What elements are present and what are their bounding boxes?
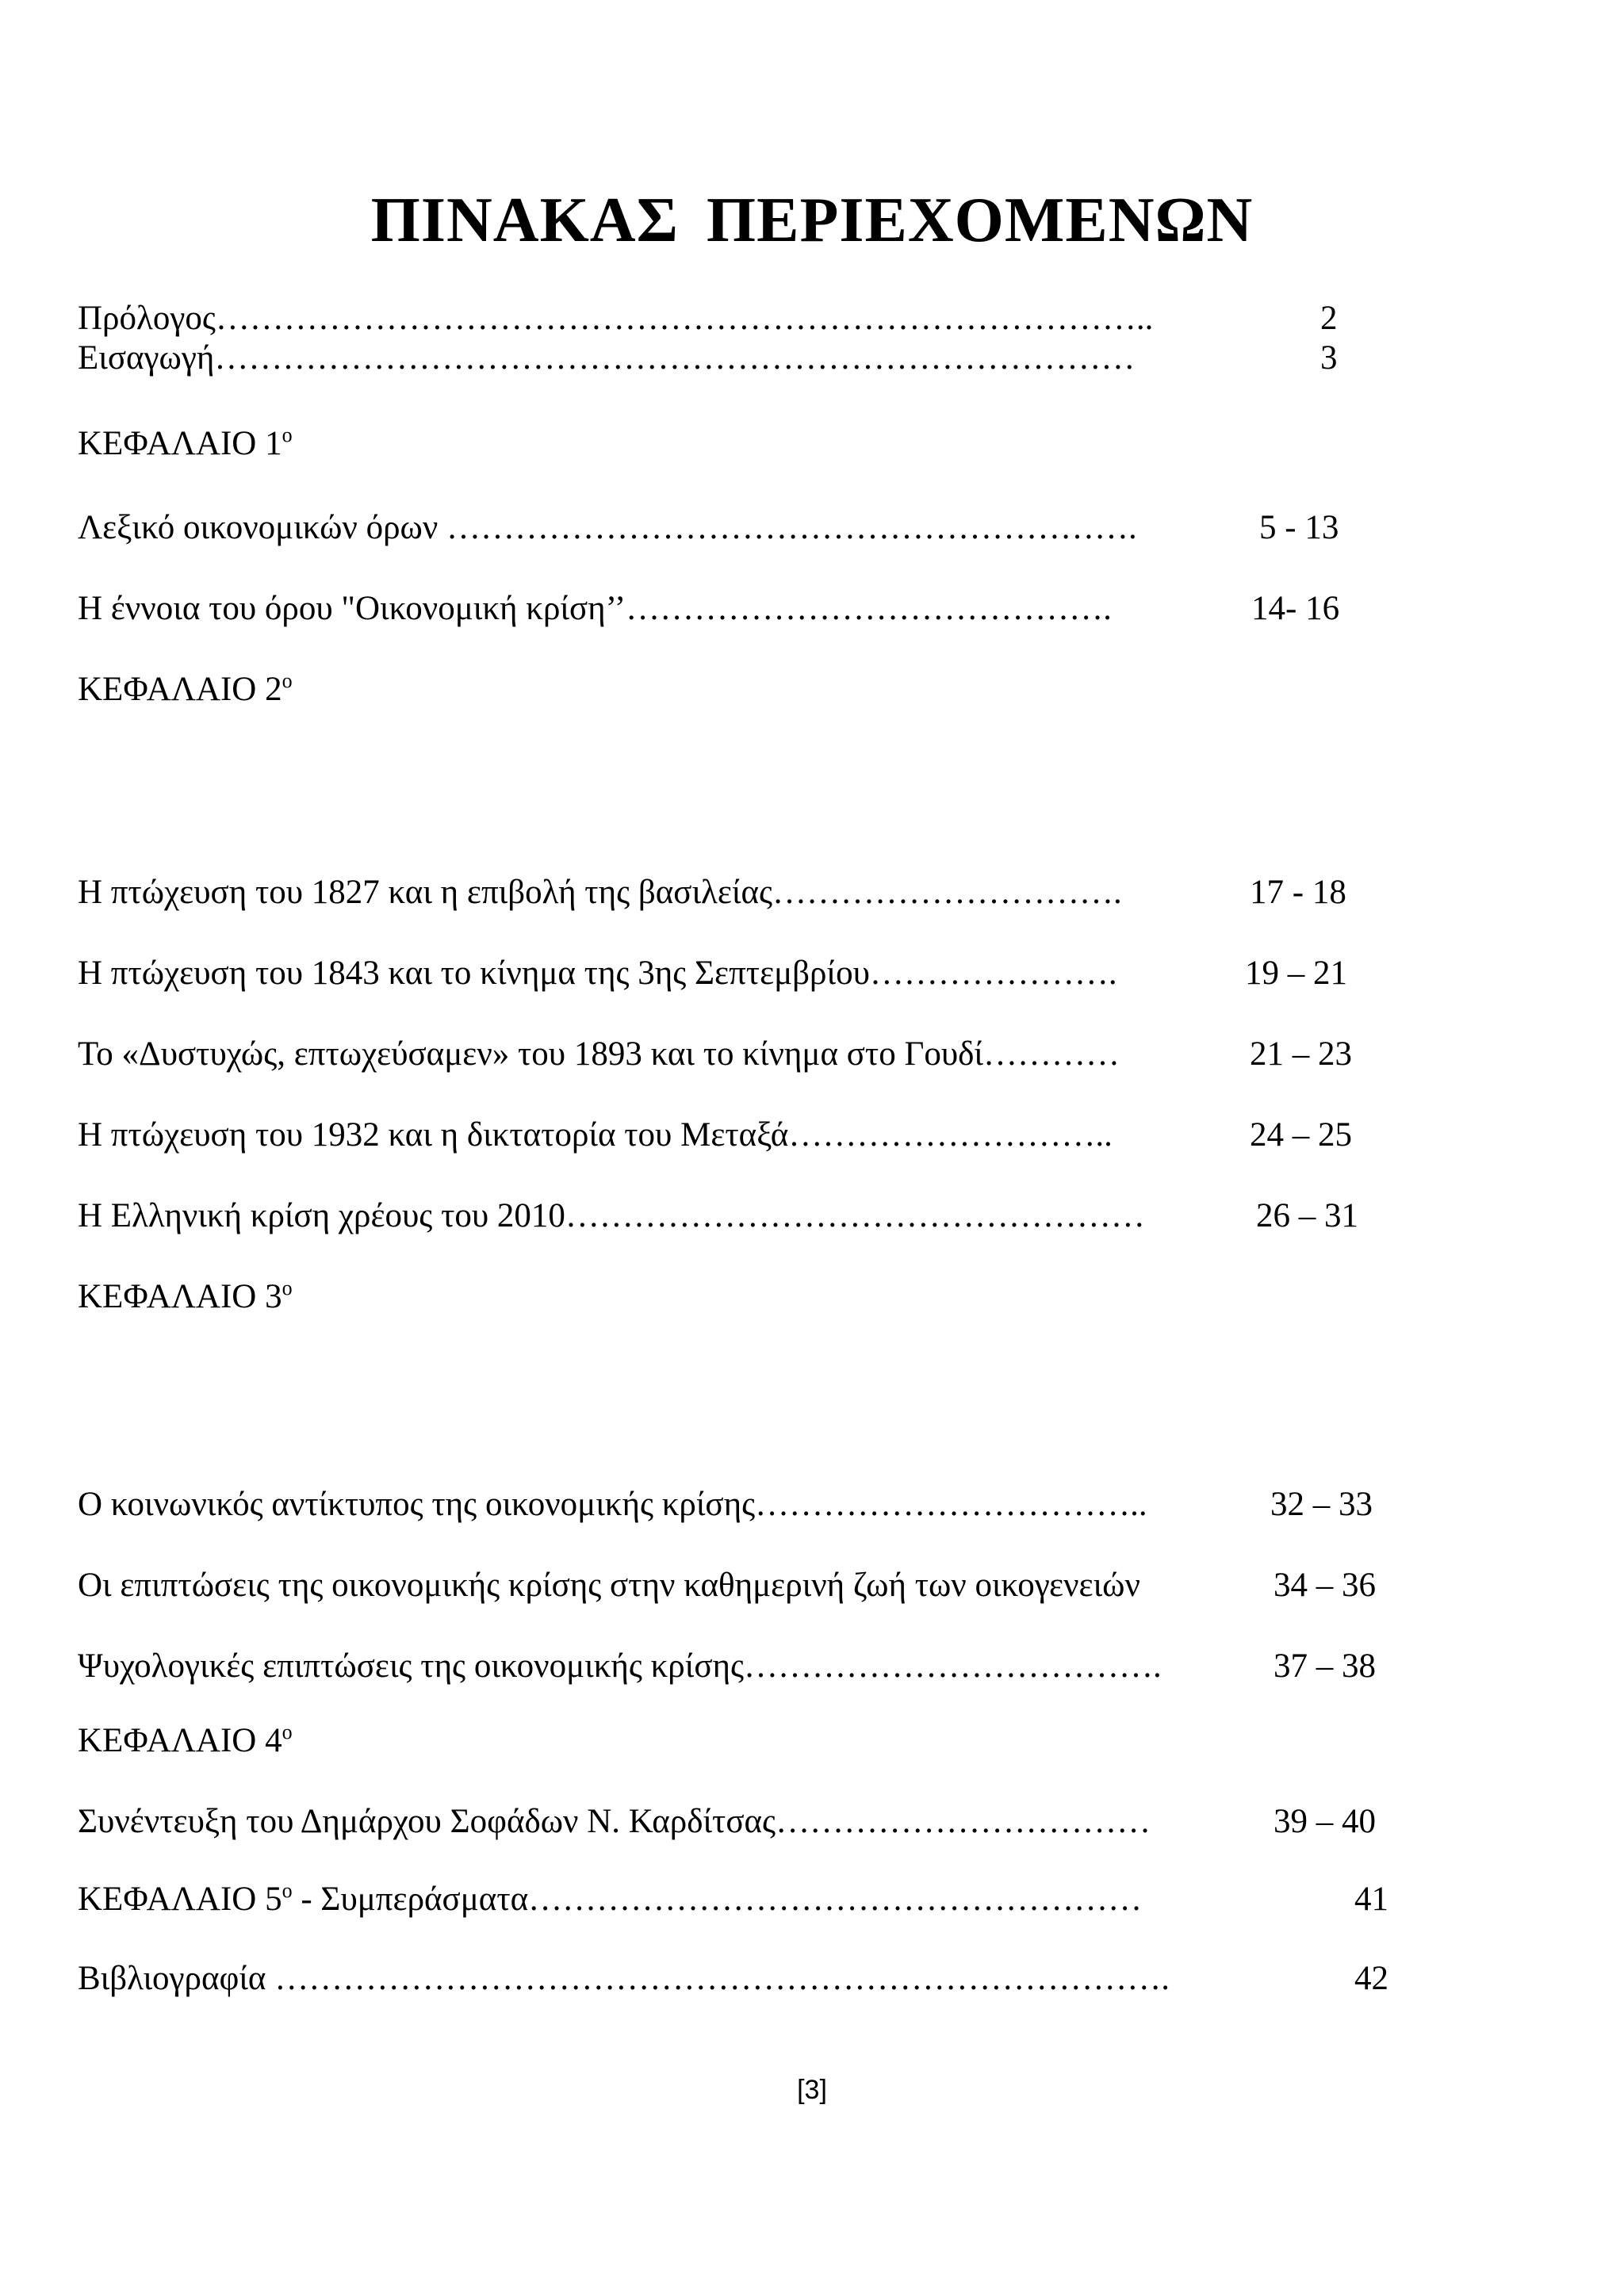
toc-entry-concept[interactable] bbox=[78, 587, 1112, 631]
toc-page-number: 21 – 23 bbox=[1250, 1035, 1352, 1073]
toc-leader-dots: …………………………… bbox=[776, 1803, 1151, 1840]
toc-page-number: 42 bbox=[1354, 1960, 1388, 1997]
toc-page-number: 2 bbox=[1320, 300, 1338, 337]
toc-leader-dots: ………………………………. bbox=[744, 1647, 1162, 1685]
toc-entry-text: Το «Δυστυχώς, επτωχεύσαμεν» του 1893 και το κίνημα στο Γουδί bbox=[78, 1035, 983, 1073]
toc-entry-text: Η πτώχευση του 1932 και η δικτατορία του Μεταξά bbox=[78, 1116, 789, 1154]
toc-page-number: 24 – 25 bbox=[1250, 1116, 1352, 1154]
chapter-heading-text: ΚΕΦΑΛΑΙΟ 2 bbox=[78, 671, 282, 708]
chapter-2-heading bbox=[78, 668, 293, 712]
toc-leader-dots: ……………………………………. bbox=[626, 590, 1112, 627]
chapter-heading-text: ΚΕΦΑΛΑΙΟ 1 bbox=[78, 425, 282, 462]
toc-page-number: 5 - 13 bbox=[1259, 509, 1339, 546]
toc-page-number: 37 – 38 bbox=[1274, 1647, 1376, 1685]
toc-entry-text: Ο κοινωνικός αντίκτυπος της οικονομικής κρίσης bbox=[78, 1486, 756, 1523]
toc-leader-dots: ……………………………………………………. bbox=[446, 509, 1137, 546]
toc-entry-text: Η πτώχευση του 1827 και η επιβολή της βασιλείας bbox=[78, 874, 773, 911]
toc-entry-text: Εισαγωγή bbox=[78, 339, 215, 377]
toc-entry-text: Οι επιπτώσεις της οικονομικής κρίσης στην καθημερινή ζωή των οικογενειών bbox=[78, 1567, 1140, 1604]
page-footer-number: [3] bbox=[797, 2075, 827, 2105]
toc-entry-bankruptcy-1827[interactable] bbox=[78, 871, 1122, 915]
toc-leader-dots: ……………………………………………… bbox=[528, 1881, 1143, 1918]
toc-entry-text: ΚΕΦΑΛΑΙΟ 5 bbox=[78, 1881, 282, 1918]
toc-entry-text: Η πτώχευση του 1843 και το κίνημα της 3ης Σεπτεμβρίου bbox=[78, 955, 870, 992]
ordinal-superscript: ο bbox=[282, 1720, 293, 1743]
toc-page-number: 26 – 31 bbox=[1256, 1197, 1358, 1234]
toc-page-number: 34 – 36 bbox=[1274, 1567, 1376, 1604]
chapter-heading-text: ΚΕΦΑΛΑΙΟ 4 bbox=[78, 1722, 282, 1759]
toc-entry-text: Συνέντευξη του Δημάρχου Σοφάδων Ν. Καρδίτσας bbox=[78, 1803, 776, 1840]
toc-leader-dots: ………… bbox=[982, 1035, 1120, 1073]
toc-entry-bankruptcy-1893[interactable] bbox=[78, 1032, 1120, 1077]
chapter-3-heading bbox=[78, 1275, 293, 1319]
ordinal-superscript: ο bbox=[282, 1276, 293, 1299]
toc-entry-text: Ψυχολογικές επιπτώσεις της οικονομικής κρίσης bbox=[78, 1647, 745, 1685]
ordinal-superscript: ο bbox=[282, 669, 293, 692]
toc-page-number: 39 – 40 bbox=[1274, 1803, 1376, 1840]
chapter-4-heading bbox=[78, 1719, 293, 1763]
toc-page-number: 19 – 21 bbox=[1245, 955, 1347, 992]
toc-page-number: 32 – 33 bbox=[1270, 1486, 1373, 1523]
ordinal-superscript: ο bbox=[282, 1879, 293, 1902]
toc-entry-debt-crisis-2010[interactable] bbox=[78, 1194, 1145, 1238]
toc-entry-text: Η Ελληνική κρίση χρέους του 2010 bbox=[78, 1197, 565, 1234]
toc-leader-dots: ……………………………………………………………………. bbox=[274, 1960, 1170, 1997]
toc-entry-text: Πρόλογος bbox=[78, 300, 216, 337]
toc-entry-text: Λεξικό οικονομικών όρων bbox=[78, 509, 447, 546]
toc-entry-chapter-5[interactable] bbox=[78, 1877, 1142, 1922]
toc-entry-bibliography[interactable] bbox=[78, 1957, 1170, 2001]
toc-entry-social-impact[interactable] bbox=[78, 1483, 1147, 1527]
toc-leader-dots: ……………………………………………………………………… bbox=[214, 339, 1136, 377]
toc-page-number: 14- 16 bbox=[1251, 590, 1340, 627]
toc-entry-prologue[interactable] bbox=[78, 297, 1153, 341]
toc-entry-lexicon[interactable] bbox=[78, 506, 1137, 550]
toc-leader-dots: …………………………………………… bbox=[565, 1197, 1145, 1234]
toc-entry-text: Η έννοια του όρου "Οικονομική κρίση’’ bbox=[78, 590, 626, 627]
toc-entry-text: Βιβλιογραφία bbox=[78, 1960, 275, 1997]
toc-entry-bankruptcy-1932[interactable] bbox=[78, 1113, 1113, 1158]
toc-leader-dots: …………………………….. bbox=[755, 1486, 1147, 1523]
toc-leader-dots: ……………………….. bbox=[788, 1116, 1113, 1154]
toc-entry-daily-life[interactable] bbox=[78, 1563, 1140, 1608]
toc-leader-dots: ……………………………………………………………………….. bbox=[215, 300, 1154, 337]
toc-entry-bankruptcy-1843[interactable] bbox=[78, 951, 1117, 996]
page-title: ΠΙΝΑΚΑΣ ΠΕΡΙΕΧΟΜΕΝΩΝ bbox=[370, 186, 1254, 255]
ordinal-superscript: ο bbox=[282, 423, 293, 446]
toc-entry-interview[interactable] bbox=[78, 1800, 1151, 1844]
toc-entry-psychological[interactable] bbox=[78, 1644, 1162, 1689]
toc-page-number: 3 bbox=[1320, 339, 1338, 377]
toc-page-number: 17 - 18 bbox=[1250, 874, 1346, 911]
toc-leader-dots: …………………………. bbox=[772, 874, 1122, 911]
chapter-1-heading bbox=[78, 422, 293, 466]
toc-leader-dots: …………………. bbox=[869, 955, 1117, 992]
toc-page-number: 41 bbox=[1354, 1881, 1388, 1918]
toc-entry-intro[interactable] bbox=[78, 336, 1135, 381]
toc-entry-text: - Συμπεράσματα bbox=[292, 1881, 529, 1918]
chapter-heading-text: ΚΕΦΑΛΑΙΟ 3 bbox=[78, 1278, 282, 1315]
